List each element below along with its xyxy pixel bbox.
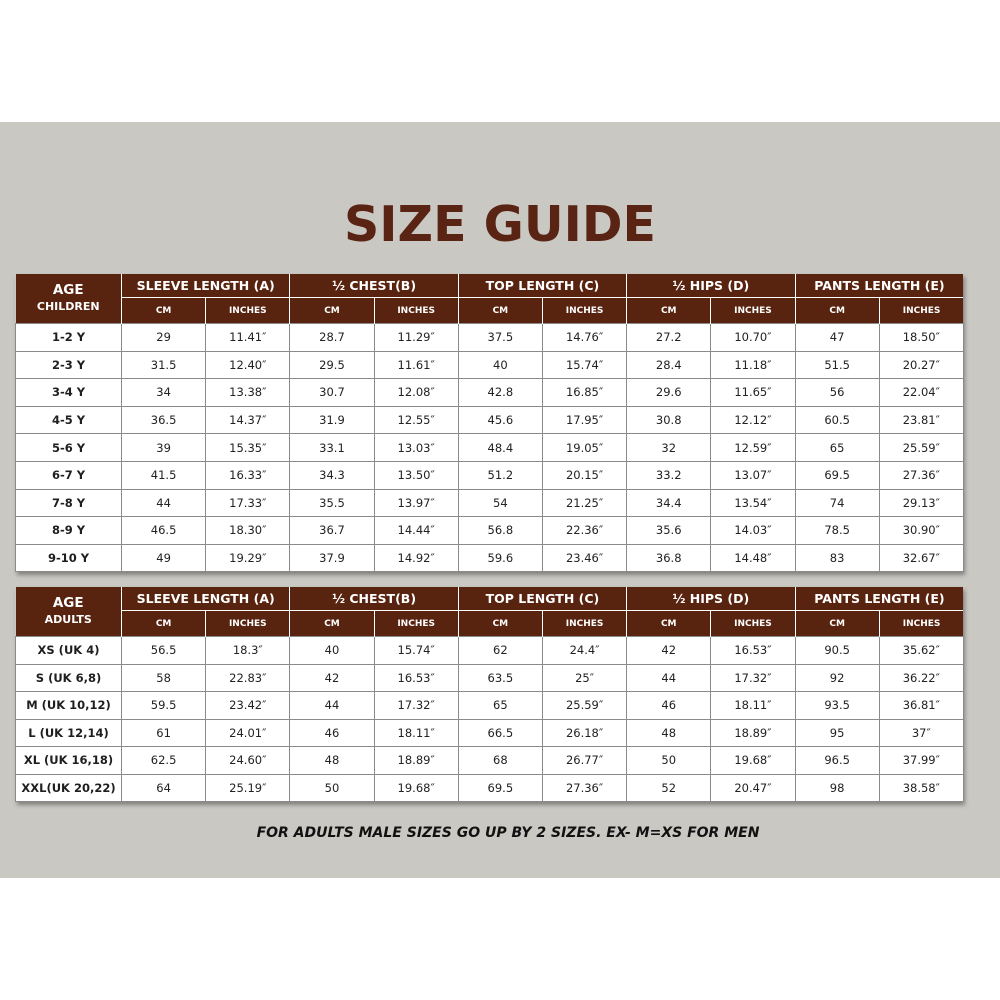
cm-value-cell: 61	[122, 719, 206, 747]
inches-value-cell: 22.36″	[542, 517, 626, 545]
unit-cm-header: CM	[795, 298, 879, 324]
inches-value-cell: 19.29″	[206, 544, 290, 572]
inches-value-cell: 15.35″	[206, 434, 290, 462]
table-row	[16, 774, 964, 802]
cm-value-cell: 51.2	[458, 461, 542, 489]
inches-value-cell: 35.62″	[879, 637, 963, 665]
inches-value-cell: 12.59″	[711, 434, 795, 462]
size-label-cell: XL (UK 16,18)	[16, 747, 122, 775]
inches-value-cell: 15.74″	[542, 351, 626, 379]
inches-value-cell: 14.37″	[206, 406, 290, 434]
cm-value-cell: 78.5	[795, 517, 879, 545]
inches-value-cell: 26.18″	[542, 719, 626, 747]
inches-value-cell: 18.30″	[206, 517, 290, 545]
inches-value-cell: 14.03″	[711, 517, 795, 545]
inches-value-cell: 26.77″	[542, 747, 626, 775]
group-header-sleeve: SLEEVE LENGTH (A)	[122, 587, 290, 611]
cm-value-cell: 65	[795, 434, 879, 462]
inches-value-cell: 13.07″	[711, 461, 795, 489]
column-group-header-row	[16, 587, 964, 611]
unit-inches-header: INCHES	[374, 611, 458, 637]
cm-value-cell: 45.6	[458, 406, 542, 434]
cm-value-cell: 83	[795, 544, 879, 572]
group-header-sleeve: SLEEVE LENGTH (A)	[122, 274, 290, 298]
unit-cm-header: CM	[458, 611, 542, 637]
cm-value-cell: 47	[795, 324, 879, 352]
inches-value-cell: 17.95″	[542, 406, 626, 434]
inches-value-cell: 23.81″	[879, 406, 963, 434]
unit-header-row	[16, 611, 964, 637]
cm-value-cell: 68	[458, 747, 542, 775]
inches-value-cell: 30.90″	[879, 517, 963, 545]
size-label-cell: XXL(UK 20,22)	[16, 774, 122, 802]
cm-value-cell: 51.5	[795, 351, 879, 379]
inches-value-cell: 11.18″	[711, 351, 795, 379]
table-row	[16, 517, 964, 545]
inches-value-cell: 15.74″	[374, 637, 458, 665]
inches-value-cell: 12.08″	[374, 379, 458, 407]
age-header-cell	[16, 274, 122, 324]
table-row	[16, 351, 964, 379]
cm-value-cell: 31.9	[290, 406, 374, 434]
inches-value-cell: 38.58″	[879, 774, 963, 802]
cm-value-cell: 59.5	[122, 692, 206, 720]
cm-value-cell: 62.5	[122, 747, 206, 775]
group-header-pants-length: PANTS LENGTH (E)	[795, 587, 963, 611]
unit-inches-header: INCHES	[206, 298, 290, 324]
inches-value-cell: 25.19″	[206, 774, 290, 802]
cm-value-cell: 27.2	[627, 324, 711, 352]
inches-value-cell: 24.60″	[206, 747, 290, 775]
inches-value-cell: 19.68″	[711, 747, 795, 775]
cm-value-cell: 34.3	[290, 461, 374, 489]
adults-table-body	[16, 637, 964, 802]
inches-value-cell: 18.50″	[879, 324, 963, 352]
group-header-top-length: TOP LENGTH (C)	[458, 587, 626, 611]
inches-value-cell: 19.05″	[542, 434, 626, 462]
cm-value-cell: 42	[290, 664, 374, 692]
inches-value-cell: 14.48″	[711, 544, 795, 572]
inches-value-cell: 23.42″	[206, 692, 290, 720]
cm-value-cell: 96.5	[795, 747, 879, 775]
children-table-body	[16, 324, 964, 572]
page-title: SIZE GUIDE	[344, 196, 656, 253]
table-row	[16, 434, 964, 462]
cm-value-cell: 50	[290, 774, 374, 802]
group-header-top-length: TOP LENGTH (C)	[458, 274, 626, 298]
inches-value-cell: 11.41″	[206, 324, 290, 352]
children-size-table-container	[15, 274, 963, 572]
inches-value-cell: 18.89″	[374, 747, 458, 775]
inches-value-cell: 10.70″	[711, 324, 795, 352]
adults-size-table	[15, 587, 964, 802]
table-row	[16, 544, 964, 572]
cm-value-cell: 56	[795, 379, 879, 407]
unit-inches-header: INCHES	[711, 611, 795, 637]
size-label-cell: XS (UK 4)	[16, 637, 122, 665]
cm-value-cell: 56.5	[122, 637, 206, 665]
inches-value-cell: 36.22″	[879, 664, 963, 692]
size-label-cell: 7-8 Y	[16, 489, 122, 517]
inches-value-cell: 32.67″	[879, 544, 963, 572]
inches-value-cell: 17.32″	[711, 664, 795, 692]
cm-value-cell: 48	[627, 719, 711, 747]
size-label-cell: 8-9 Y	[16, 517, 122, 545]
unit-inches-header: INCHES	[879, 298, 963, 324]
inches-value-cell: 16.85″	[542, 379, 626, 407]
unit-inches-header: INCHES	[542, 298, 626, 324]
size-label-cell: 1-2 Y	[16, 324, 122, 352]
inches-value-cell: 12.40″	[206, 351, 290, 379]
inches-value-cell: 25″	[542, 664, 626, 692]
inches-value-cell: 13.03″	[374, 434, 458, 462]
cm-value-cell: 69.5	[458, 774, 542, 802]
cm-value-cell: 65	[458, 692, 542, 720]
inches-value-cell: 13.50″	[374, 461, 458, 489]
unit-inches-header: INCHES	[711, 298, 795, 324]
cm-value-cell: 98	[795, 774, 879, 802]
group-label: CHILDREN	[36, 300, 100, 313]
cm-value-cell: 40	[458, 351, 542, 379]
unit-cm-header: CM	[122, 298, 206, 324]
column-group-header-row	[16, 274, 964, 298]
cm-value-cell: 58	[122, 664, 206, 692]
cm-value-cell: 29.6	[627, 379, 711, 407]
inches-value-cell: 24.01″	[206, 719, 290, 747]
cm-value-cell: 33.1	[290, 434, 374, 462]
inches-value-cell: 27.36″	[542, 774, 626, 802]
table-row	[16, 406, 964, 434]
cm-value-cell: 41.5	[122, 461, 206, 489]
inches-value-cell: 18.89″	[711, 719, 795, 747]
group-header-hips: ½ HIPS (D)	[627, 587, 795, 611]
cm-value-cell: 48.4	[458, 434, 542, 462]
group-header-chest: ½ CHEST(B)	[290, 274, 458, 298]
inches-value-cell: 29.13″	[879, 489, 963, 517]
cm-value-cell: 28.7	[290, 324, 374, 352]
table-row	[16, 664, 964, 692]
inches-value-cell: 20.15″	[542, 461, 626, 489]
inches-value-cell: 27.36″	[879, 461, 963, 489]
cm-value-cell: 54	[458, 489, 542, 517]
cm-value-cell: 36.5	[122, 406, 206, 434]
inches-value-cell: 14.92″	[374, 544, 458, 572]
inches-value-cell: 14.76″	[542, 324, 626, 352]
inches-value-cell: 16.33″	[206, 461, 290, 489]
size-label-cell: 3-4 Y	[16, 379, 122, 407]
cm-value-cell: 34.4	[627, 489, 711, 517]
age-label: AGE	[52, 595, 84, 611]
cm-value-cell: 64	[122, 774, 206, 802]
cm-value-cell: 90.5	[795, 637, 879, 665]
inches-value-cell: 37.99″	[879, 747, 963, 775]
unit-cm-header: CM	[122, 611, 206, 637]
size-label-cell: 9-10 Y	[16, 544, 122, 572]
group-header-pants-length: PANTS LENGTH (E)	[795, 274, 963, 298]
inches-value-cell: 25.59″	[879, 434, 963, 462]
cm-value-cell: 92	[795, 664, 879, 692]
cm-value-cell: 42	[627, 637, 711, 665]
cm-value-cell: 48	[290, 747, 374, 775]
size-label-cell: M (UK 10,12)	[16, 692, 122, 720]
cm-value-cell: 36.8	[627, 544, 711, 572]
unit-cm-header: CM	[627, 611, 711, 637]
cm-value-cell: 44	[290, 692, 374, 720]
size-label-cell: 2-3 Y	[16, 351, 122, 379]
cm-value-cell: 50	[627, 747, 711, 775]
cm-value-cell: 30.7	[290, 379, 374, 407]
table-row	[16, 692, 964, 720]
cm-value-cell: 42.8	[458, 379, 542, 407]
cm-value-cell: 60.5	[795, 406, 879, 434]
inches-value-cell: 11.61″	[374, 351, 458, 379]
size-label-cell: S (UK 6,8)	[16, 664, 122, 692]
unit-cm-header: CM	[627, 298, 711, 324]
unit-cm-header: CM	[290, 611, 374, 637]
unit-cm-header: CM	[795, 611, 879, 637]
table-row	[16, 719, 964, 747]
cm-value-cell: 34	[122, 379, 206, 407]
group-header-hips: ½ HIPS (D)	[627, 274, 795, 298]
inches-value-cell: 17.33″	[206, 489, 290, 517]
size-label-cell: L (UK 12,14)	[16, 719, 122, 747]
cm-value-cell: 46	[290, 719, 374, 747]
cm-value-cell: 74	[795, 489, 879, 517]
inches-value-cell: 20.27″	[879, 351, 963, 379]
cm-value-cell: 44	[627, 664, 711, 692]
size-label-cell: 4-5 Y	[16, 406, 122, 434]
size-label-cell: 5-6 Y	[16, 434, 122, 462]
inches-value-cell: 16.53″	[711, 637, 795, 665]
cm-value-cell: 46.5	[122, 517, 206, 545]
cm-value-cell: 52	[627, 774, 711, 802]
cm-value-cell: 32	[627, 434, 711, 462]
inches-value-cell: 11.29″	[374, 324, 458, 352]
age-header-cell	[16, 587, 122, 637]
inches-value-cell: 25.59″	[542, 692, 626, 720]
inches-value-cell: 11.65″	[711, 379, 795, 407]
unit-header-row	[16, 298, 964, 324]
inches-value-cell: 13.97″	[374, 489, 458, 517]
inches-value-cell: 24.4″	[542, 637, 626, 665]
inches-value-cell: 23.46″	[542, 544, 626, 572]
inches-value-cell: 18.11″	[374, 719, 458, 747]
unit-inches-header: INCHES	[374, 298, 458, 324]
cm-value-cell: 37.5	[458, 324, 542, 352]
cm-value-cell: 69.5	[795, 461, 879, 489]
cm-value-cell: 33.2	[627, 461, 711, 489]
cm-value-cell: 37.9	[290, 544, 374, 572]
inches-value-cell: 22.04″	[879, 379, 963, 407]
cm-value-cell: 62	[458, 637, 542, 665]
cm-value-cell: 28.4	[627, 351, 711, 379]
inches-value-cell: 12.55″	[374, 406, 458, 434]
table-row	[16, 489, 964, 517]
cm-value-cell: 49	[122, 544, 206, 572]
table-row	[16, 324, 964, 352]
cm-value-cell: 35.5	[290, 489, 374, 517]
inches-value-cell: 37″	[879, 719, 963, 747]
cm-value-cell: 35.6	[627, 517, 711, 545]
cm-value-cell: 56.8	[458, 517, 542, 545]
cm-value-cell: 39	[122, 434, 206, 462]
inches-value-cell: 18.11″	[711, 692, 795, 720]
inches-value-cell: 16.53″	[374, 664, 458, 692]
inches-value-cell: 22.83″	[206, 664, 290, 692]
cm-value-cell: 46	[627, 692, 711, 720]
cm-value-cell: 36.7	[290, 517, 374, 545]
children-size-table	[15, 274, 964, 572]
inches-value-cell: 21.25″	[542, 489, 626, 517]
inches-value-cell: 17.32″	[374, 692, 458, 720]
adults-size-table-container	[15, 587, 963, 802]
cm-value-cell: 44	[122, 489, 206, 517]
table-row	[16, 747, 964, 775]
table-row	[16, 637, 964, 665]
cm-value-cell: 63.5	[458, 664, 542, 692]
cm-value-cell: 31.5	[122, 351, 206, 379]
cm-value-cell: 93.5	[795, 692, 879, 720]
age-label: AGE	[52, 282, 84, 298]
inches-value-cell: 13.38″	[206, 379, 290, 407]
cm-value-cell: 95	[795, 719, 879, 747]
inches-value-cell: 20.47″	[711, 774, 795, 802]
inches-value-cell: 19.68″	[374, 774, 458, 802]
unit-inches-header: INCHES	[206, 611, 290, 637]
unit-cm-header: CM	[290, 298, 374, 324]
cm-value-cell: 30.8	[627, 406, 711, 434]
cm-value-cell: 29.5	[290, 351, 374, 379]
cm-value-cell: 66.5	[458, 719, 542, 747]
group-label: ADULTS	[44, 613, 92, 626]
inches-value-cell: 13.54″	[711, 489, 795, 517]
unit-inches-header: INCHES	[879, 611, 963, 637]
table-row	[16, 379, 964, 407]
group-header-chest: ½ CHEST(B)	[290, 587, 458, 611]
table-row	[16, 461, 964, 489]
unit-inches-header: INCHES	[542, 611, 626, 637]
unit-cm-header: CM	[458, 298, 542, 324]
cm-value-cell: 59.6	[458, 544, 542, 572]
footnote: FOR ADULTS MALE SIZES GO UP BY 2 SIZES. EX- M=XS FOR MEN	[256, 825, 760, 841]
cm-value-cell: 40	[290, 637, 374, 665]
cm-value-cell: 29	[122, 324, 206, 352]
inches-value-cell: 12.12″	[711, 406, 795, 434]
size-label-cell: 6-7 Y	[16, 461, 122, 489]
inches-value-cell: 18.3″	[206, 637, 290, 665]
inches-value-cell: 36.81″	[879, 692, 963, 720]
inches-value-cell: 14.44″	[374, 517, 458, 545]
